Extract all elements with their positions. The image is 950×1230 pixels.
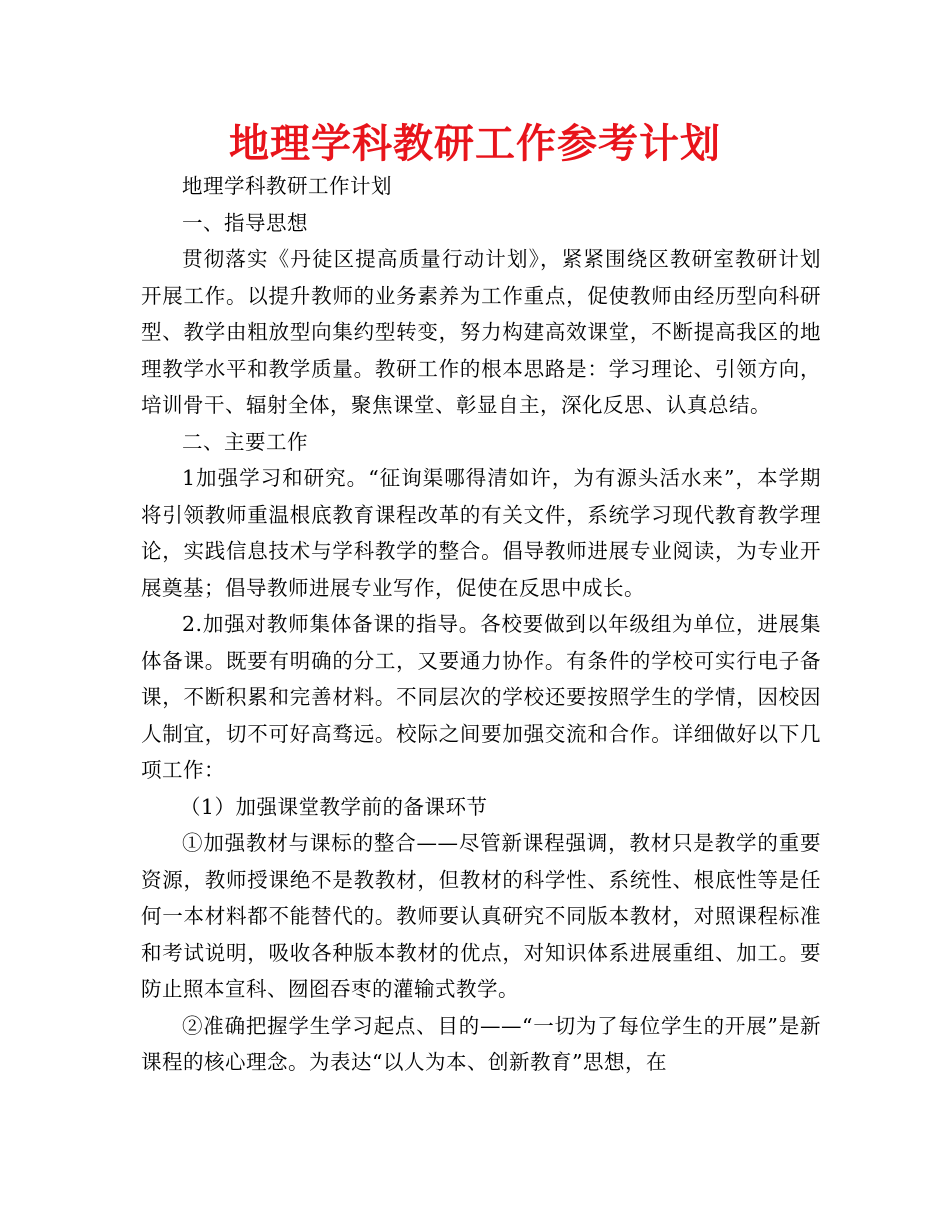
subheading-item-2-1: （1）加强课堂教学前的备课环节 — [179, 794, 488, 819]
paragraph-item-1: 1加强学习和研究。“征询渠哪得清如许，为有源头活水来”，本学期将引领教师重温根底教育课程改革的有关文件，系统学习现代教育教学理论，实践信息技术与学科教学的整合。倡导教师进展专业阅读，为专业开展奠基；倡导教师进展专业写作，促使在反思中成长。 — [141, 466, 821, 600]
paragraph-circled-1: ①加强教材与课标的整合——尽管新课程强调，教材只是教学的重要资源，教师授课绝不是教教材，但教材的科学性、系统性、根底性等是任何一本材料都不能替代的。教师要认真研究不同版本教材，对照课程标准和考试说明，吸收各种版本教材的优点，对知识体系进展重组、加工。要防止照本宣科、囫囵吞枣的灌输式教学。 — [141, 831, 821, 1001]
document-body — [141, 168, 821, 1081]
section-heading-main-work: 二、主要工作 — [182, 429, 308, 454]
section-heading-guiding-thought: 一、指导思想 — [182, 210, 308, 235]
paragraph-circled-2: ②准确把握学生学习起点、目的——“一切为了每位学生的开展”是新课程的核心理念。为表达“以人为本、创新教育”思想，在 — [141, 1013, 821, 1074]
paragraph-item-2: 2.加强对教师集体备课的指导。各校要做到以年级组为单位，进展集体备课。既要有明确的分工，又要通力协作。有条件的学校可实行电子备课，不断积累和完善材料。不同层次的学校还要按照学生的学情，因校因人制宜，切不可好高骛远。校际之间要加强交流和合作。详细做好以下几项工作： — [141, 612, 821, 782]
paragraph-subtitle: 地理学科教研工作计划 — [182, 174, 392, 198]
paragraph-guiding-thought: 贯彻落实《丹徒区提高质量行动计划》，紧紧围绕区教研室教研计划开展工作。以提升教师的业务素养为工作重点，促使教师由经历型向科研型、教学由粗放型向集约型转变，努力构建高效课堂，不断提高我区的地理教学水平和教学质量。教研工作的根本思路是：学习理论、引领方向，培训骨干、辐射全体，聚焦课堂、彰显自主，深化反思、认真总结。 — [141, 247, 821, 417]
document-title: 地理学科教研工作参考计划 — [229, 120, 721, 167]
